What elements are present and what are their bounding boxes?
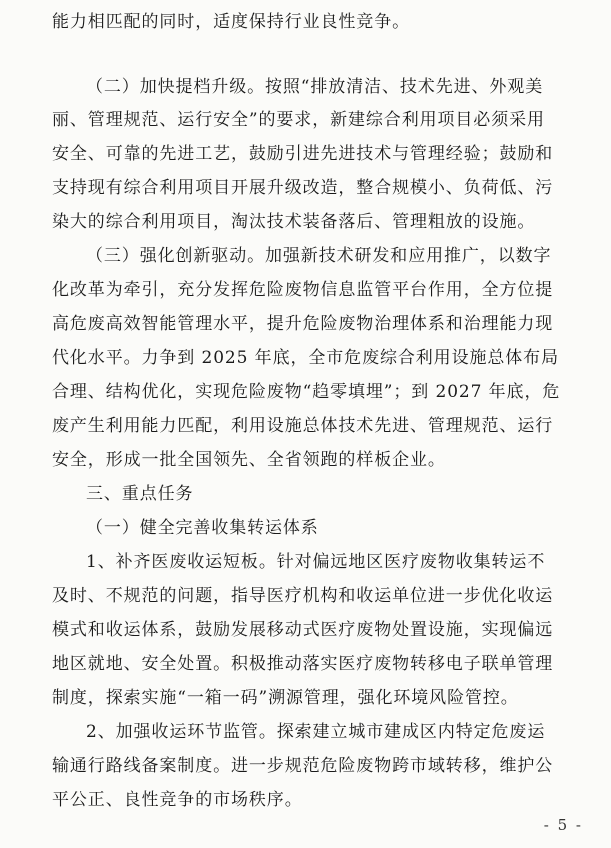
text-line: 输通行路线备案制度。进一步规范危险废物跨市域转移，维护公	[52, 756, 554, 776]
item-heading-supervision: 2、加强收运环节监管。探索建立城市建成区内特定危废运	[86, 722, 546, 742]
text-line: 合理、结构优化，实现危险废物“趋零填埋”；到 2027 年底，危	[52, 382, 561, 402]
section-title-key-tasks: 三、重点任务	[86, 484, 194, 504]
text-line: 染大的综合利用项目，淘汰技术装备落后、管理粗放的设施。	[52, 212, 536, 232]
text-line: 代化水平。力争到 2025 年底，全市危废综合利用设施总体布局	[52, 348, 559, 368]
text-line: 支持现有综合利用项目开展升级改造，整合规模小、负荷低、污	[52, 178, 554, 198]
text-line: 平公正、良性竞争的市场秩序。	[52, 790, 303, 810]
text-line: 能力相匹配的同时，适度保持行业良性竞争。	[52, 12, 410, 32]
text-line: 安全、可靠的先进工艺，鼓励引进先进技术与管理经验；鼓励和	[52, 144, 554, 164]
text-line: 模式和收运体系，鼓励发展移动式医疗废物处置设施，实现偏远	[52, 620, 554, 640]
text-line: 地区就地、安全处置。积极推动落实医疗废物转移电子联单管理	[52, 654, 554, 674]
text-line: 化改革为牵引，充分发挥危险废物信息监管平台作用，全方位提	[52, 280, 554, 300]
section-heading-innovation: （三）强化创新驱动。加强新技术研发和应用推广，以数字	[86, 246, 552, 266]
text-line: 高危废高效智能管理水平，提升危险废物治理体系和治理能力现	[52, 314, 554, 334]
subsection-heading-collection: （一）健全完善收集转运体系	[86, 518, 319, 538]
text-line: 及时、不规范的问题，指导医疗机构和收运单位进一步优化收运	[52, 586, 554, 606]
item-heading-medical-waste: 1、补齐医废收运短板。针对偏远地区医疗废物收集转运不	[86, 552, 546, 572]
page-number: - 5 -	[543, 816, 583, 834]
text-line: 丽、管理规范、运行安全”的要求，新建综合利用项目必须采用	[52, 110, 545, 130]
text-line: 制度，探索实施“一箱一码”溯源管理，强化环境风险管控。	[52, 688, 519, 708]
section-heading-upgrade: （二）加快提档升级。按照“排放清洁、技术先进、外观美	[86, 77, 544, 97]
text-line: 安全，形成一批全国领先、全省领跑的样板企业。	[52, 450, 446, 470]
text-line: 废产生利用能力匹配，利用设施总体技术先进、管理规范、运行	[52, 416, 554, 436]
